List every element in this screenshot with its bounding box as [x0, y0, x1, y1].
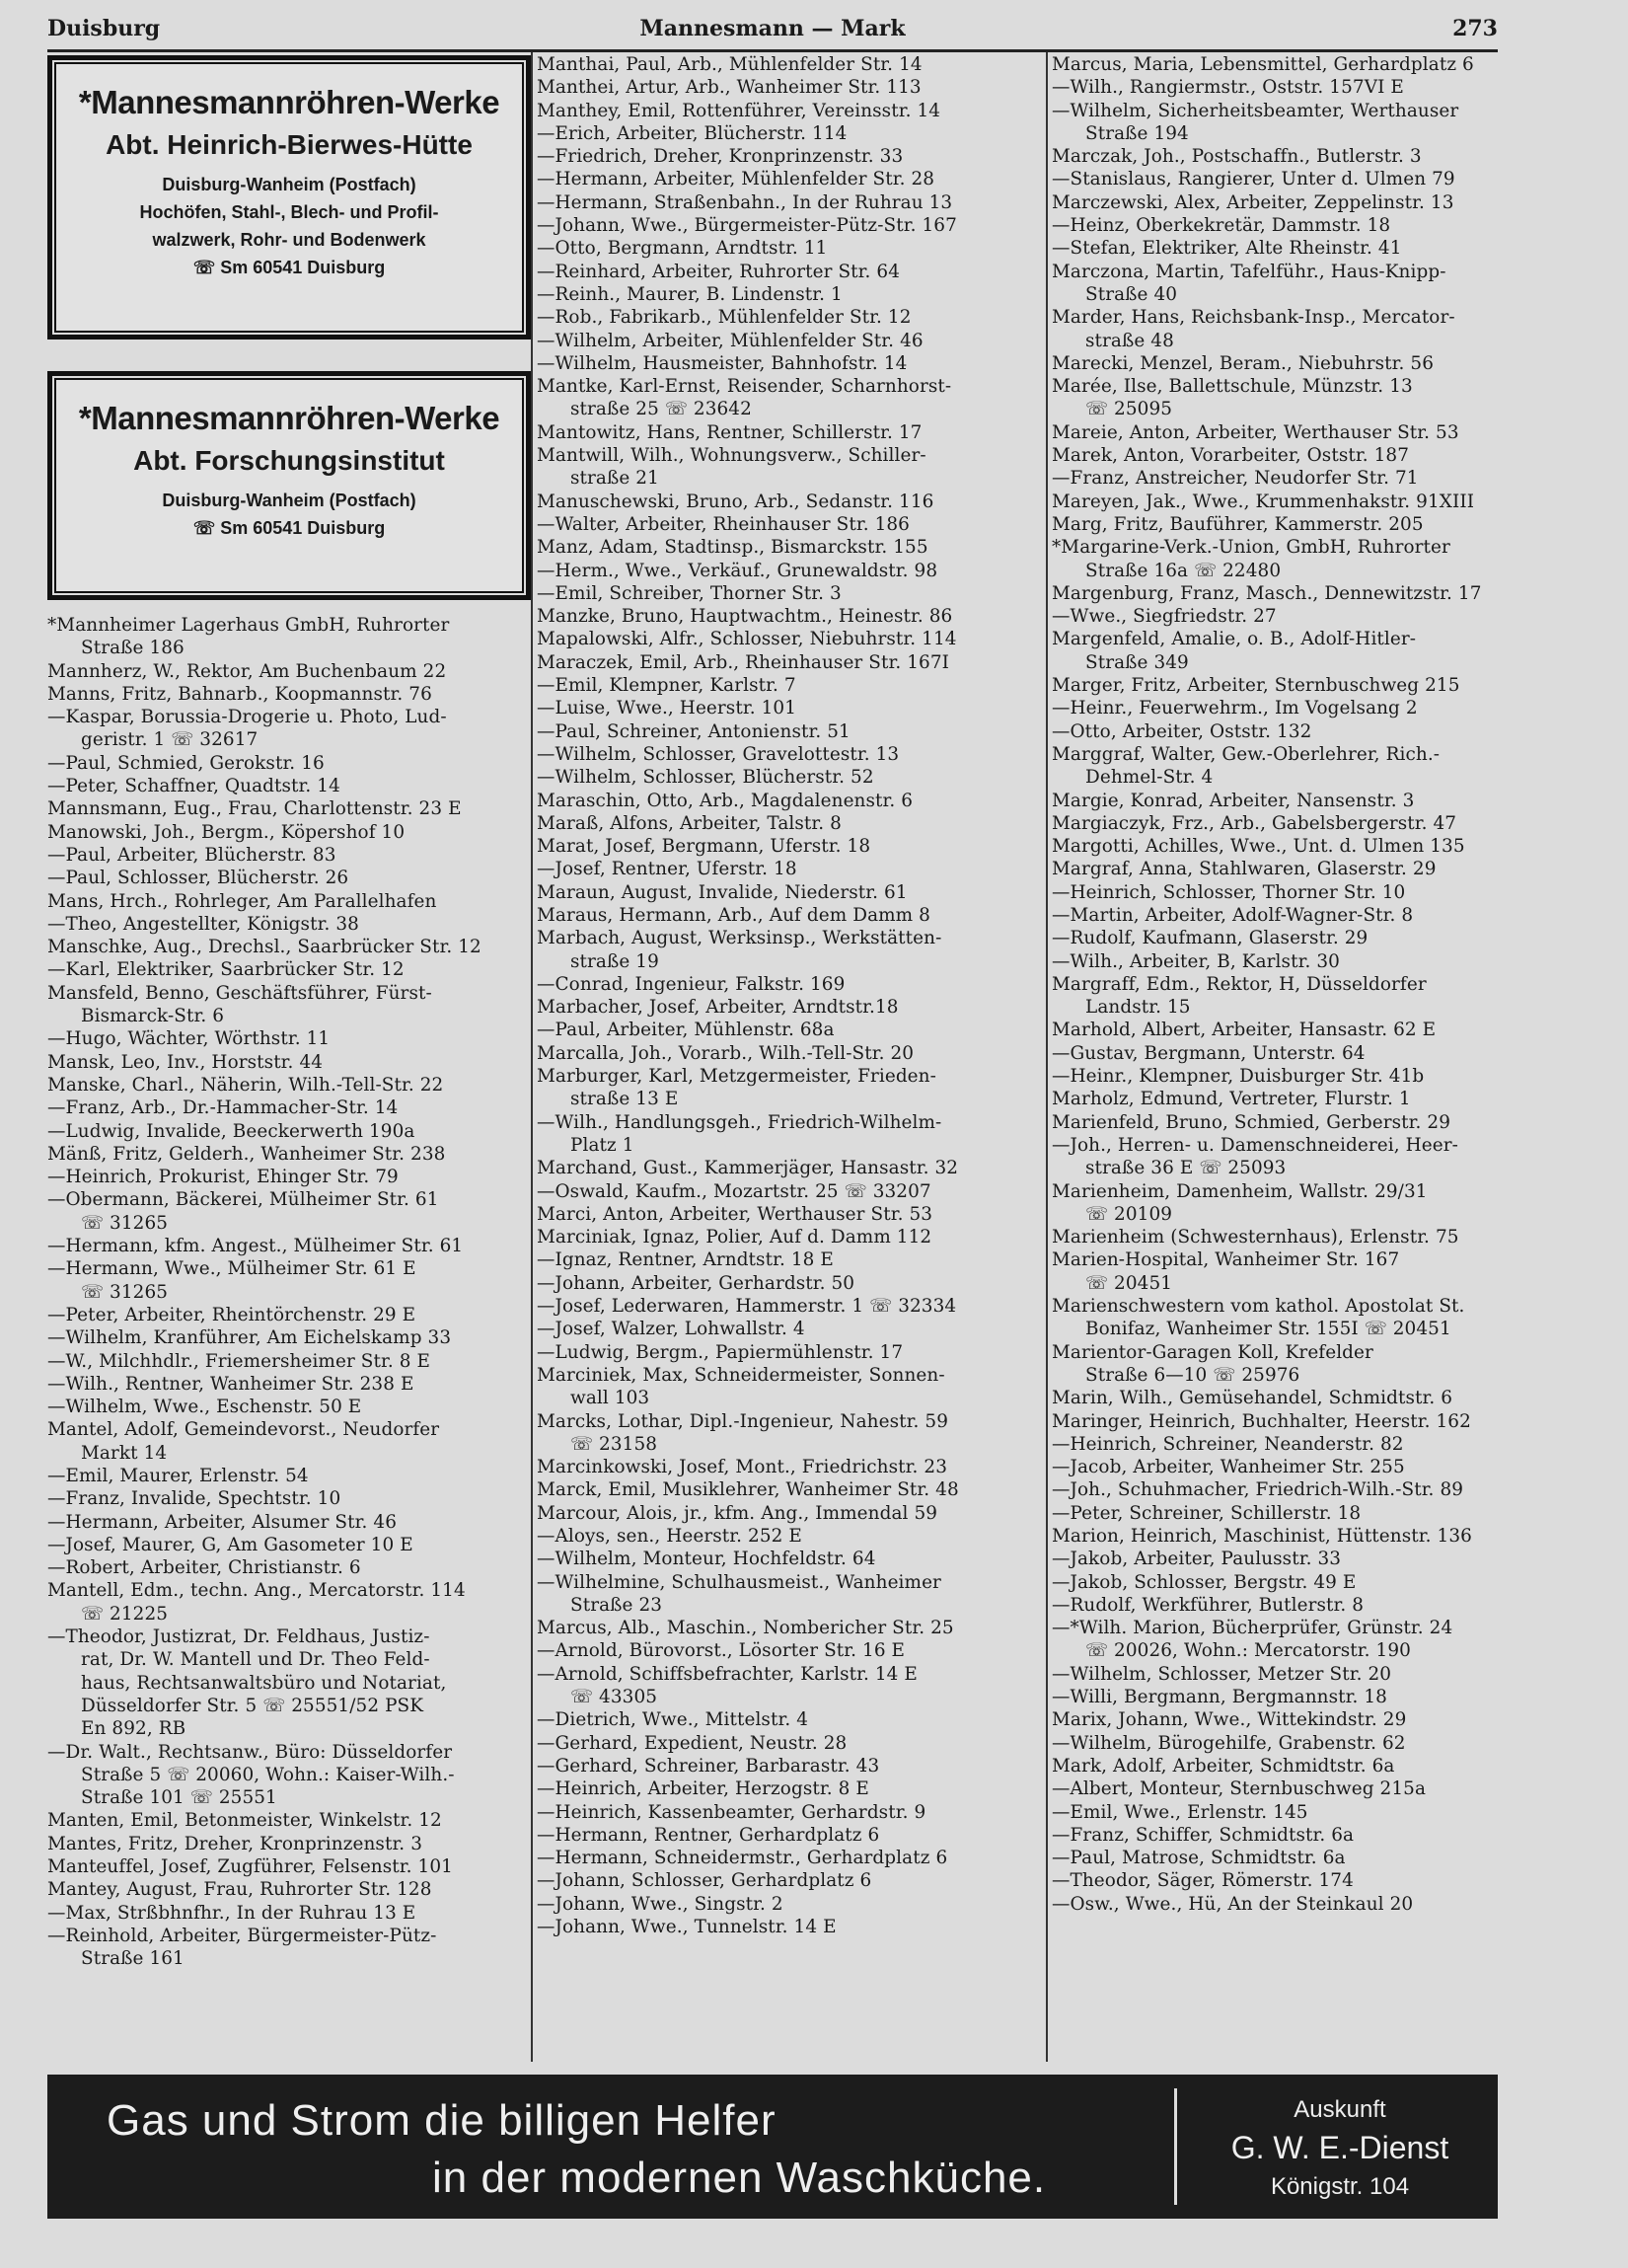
directory-entry-line: —Paul, Arbeiter, Mühlenstr. 68a: [537, 1020, 835, 1041]
directory-entry-line: —Heinrich, Schlosser, Thorner Str. 10: [1052, 881, 1406, 903]
banner-divider: [1174, 2088, 1177, 2205]
directory-entry-line: —Franz, Arb., Dr.-Hammacher-Str. 14: [47, 1097, 399, 1119]
directory-entry-line: —Hermann, Arbeiter, Mühlenfelder Str. 28: [537, 169, 935, 190]
directory-entry-line: Marczak, Joh., Postschaffn., Butlerstr. 3: [1052, 146, 1422, 168]
directory-entry-line: Marcks, Lothar, Dipl.-Ingenieur, Nahestr. 59: [537, 1410, 949, 1432]
directory-entry-line: —Heinrich, Schreiner, Neanderstr. 82: [1052, 1433, 1404, 1455]
directory-entry-line: Maraczek, Emil, Arb., Rheinhauser Str. 167I: [537, 651, 949, 673]
directory-entry-line: —Josef, Lederwaren, Hammerstr. 1 ☏ 32334: [537, 1296, 957, 1318]
directory-entry-line: —Rob., Fabrikarb., Mühlenfelder Str. 12: [537, 307, 912, 329]
directory-entry-line: ☏ 21225: [81, 1603, 169, 1625]
directory-entry-line: straße 13 E: [570, 1089, 679, 1110]
directory-entry-line: geristr. 1 ☏ 32617: [81, 729, 259, 751]
directory-entry-line: Marecki, Menzel, Beram., Niebuhrstr. 56: [1052, 352, 1435, 374]
directory-entry-line: Straße 186: [81, 638, 185, 659]
ad-line: ☏ Sm 60541 Duisburg: [192, 518, 386, 538]
directory-entry-line: Mark, Adolf, Arbeiter, Schmidtstr. 6a: [1052, 1755, 1395, 1777]
directory-entry-line: Margenburg, Franz, Masch., Dennewitzstr. 17: [1052, 582, 1482, 604]
directory-entry-line: Maraus, Hermann, Arb., Auf dem Damm 8: [537, 904, 930, 926]
directory-entry-line: —Paul, Schreiner, Antonienstr. 51: [537, 720, 851, 742]
directory-entry-line: Mänß, Fritz, Gelderh., Wanheimer Str. 238: [47, 1143, 446, 1165]
directory-entry-line: haus, Rechtsanwaltsbüro und Notariat,: [81, 1672, 447, 1694]
directory-entry-line: ☏ 31265: [81, 1281, 169, 1303]
banner-service-name: G. W. E.-Dienst: [1230, 2130, 1449, 2165]
header-rule: [47, 49, 1498, 52]
directory-entry-line: Manowski, Joh., Bergm., Köpershof 10: [47, 821, 406, 843]
header-city: Duisburg: [47, 16, 161, 41]
directory-entry-line: —Johann, Arbeiter, Gerhardstr. 50: [537, 1272, 855, 1294]
directory-entry-line: —Theodor, Justizrat, Dr. Feldhaus, Justiz-: [47, 1626, 430, 1648]
directory-entry-line: —Paul, Matrose, Schmidtstr. 6a: [1052, 1848, 1346, 1869]
directory-entry-line: Marholz, Edmund, Vertreter, Flurstr. 1: [1052, 1089, 1411, 1110]
directory-entry-line: straße 25 ☏ 23642: [570, 399, 752, 420]
directory-entry-line: —Johann, Wwe., Tunnelstr. 14 E: [537, 1917, 837, 1938]
directory-entry-line: Mantey, August, Frau, Ruhrorter Str. 128: [47, 1879, 432, 1901]
directory-entry-line: Marciniak, Ignaz, Polier, Auf d. Damm 112: [537, 1227, 932, 1248]
directory-entry-line: —Dietrich, Wwe., Mittelstr. 4: [537, 1709, 809, 1731]
directory-entry-line: Markt 14: [81, 1442, 168, 1464]
directory-entry-line: —Wwe., Siegfriedstr. 27: [1052, 606, 1277, 628]
directory-entry-line: Marggraf, Walter, Gew.-Oberlehrer, Rich.-: [1052, 743, 1441, 765]
directory-entry-line: Mareyen, Jak., Wwe., Krummenhakstr. 91XIII: [1052, 491, 1475, 512]
directory-entry-line: Manske, Charl., Näherin, Wilh.-Tell-Str. 22: [47, 1074, 444, 1096]
directory-entry-line: Düsseldorfer Str. 5 ☏ 25551/52 PSK: [81, 1695, 424, 1716]
directory-entry-line: —W., Milchhdlr., Friemersheimer Str. 8 E: [47, 1350, 431, 1372]
directory-entry-line: Mantwill, Wilh., Wohnungsverw., Schiller-: [537, 445, 926, 467]
directory-entry-line: ☏ 20451: [1085, 1272, 1173, 1294]
page-number: 273: [1452, 16, 1498, 41]
ad-line: Duisburg-Wanheim (Postfach): [162, 175, 416, 194]
directory-entry-line: Marcinkowski, Josef, Mont., Friedrichstr. 23: [537, 1457, 948, 1478]
directory-entry-line: Margotti, Achilles, Wwe., Unt. d. Ulmen 135: [1052, 836, 1465, 858]
directory-entry-line: Maringer, Heinrich, Buchhalter, Heerstr. 162: [1052, 1410, 1471, 1432]
directory-entry-line: —Wilhelm, Schlosser, Gravelottestr. 13: [537, 743, 900, 765]
directory-entry-line: —Otto, Arbeiter, Oststr. 132: [1052, 720, 1312, 742]
directory-entry-line: —Wilhelm, Monteur, Hochfeldstr. 64: [537, 1549, 876, 1570]
directory-entry-line: —Franz, Invalide, Spechtstr. 10: [47, 1488, 341, 1510]
directory-entry-line: ☏ 20026, Wohn.: Mercatorstr. 190: [1085, 1640, 1411, 1662]
ad-forschungsinstitut: [47, 371, 531, 600]
banner-address: Königstr. 104: [1270, 2173, 1410, 2200]
directory-entry-line: —Wilh., Rentner, Wanheimer Str. 238 E: [47, 1373, 414, 1395]
directory-entry-line: Landstr. 15: [1085, 997, 1191, 1019]
directory-entry-line: —Arnold, Bürovorst., Lösorter Str. 16 E: [537, 1640, 906, 1662]
directory-entry-line: Marciniek, Max, Schneidermeister, Sonnen-: [537, 1364, 945, 1386]
directory-entry-line: Mans, Hrch., Rohrleger, Am Parallelhafen: [47, 890, 437, 912]
directory-entry-line: rat, Dr. W. Mantell und Dr. Theo Feld-: [81, 1649, 430, 1671]
directory-entry-line: Mapalowski, Alfr., Schlosser, Niebuhrstr. 114: [537, 629, 957, 650]
directory-entry-line: Marder, Hans, Reichsbank-Insp., Mercator-: [1052, 307, 1455, 329]
directory-entry-line: Marienschwestern vom kathol. Apostolat St.: [1052, 1296, 1465, 1318]
directory-entry-line: Straße 194: [1085, 122, 1189, 144]
directory-entry-line: —Conrad, Ingenieur, Falkstr. 169: [537, 973, 846, 995]
directory-entry-line: —Friedrich, Dreher, Kronprinzenstr. 33: [537, 146, 904, 168]
directory-entry-line: —Heinr., Feuerwehrm., Im Vogelsang 2: [1052, 698, 1418, 719]
directory-entry-line: —Paul, Schmied, Gerokstr. 16: [47, 752, 325, 774]
directory-entry-line: Marek, Anton, Vorarbeiter, Oststr. 187: [1052, 445, 1410, 467]
directory-entry-line: ☏ 31265: [81, 1212, 169, 1234]
directory-entry-line: —Joh., Schuhmacher, Friedrich-Wilh.-Str. 89: [1052, 1479, 1464, 1501]
directory-entry-line: —Reinhold, Arbeiter, Bürgermeister-Pütz-: [47, 1925, 437, 1946]
directory-entry-line: —Wilhelm, Wwe., Eschenstr. 50 E: [47, 1397, 362, 1418]
directory-entry-line: —Franz, Anstreicher, Neudorfer Str. 71: [1052, 468, 1419, 490]
directory-entry-line: —Joh., Herren- u. Damenschneiderei, Heer-: [1052, 1134, 1458, 1156]
directory-entry-line: Straße 5 ☏ 20060, Wohn.: Kaiser-Wilh.-: [81, 1764, 455, 1785]
ad-line: ☏ Sm 60541 Duisburg: [192, 258, 386, 277]
directory-entry-line: —Kaspar, Borussia-Drogerie u. Photo, Lud-: [47, 707, 447, 728]
directory-entry-line: —Wilhelm, Schlosser, Metzer Str. 20: [1052, 1663, 1392, 1685]
directory-entry-line: straße 19: [570, 950, 659, 972]
banner-info-label: Auskunft: [1294, 2096, 1386, 2123]
directory-entry-line: —Jakob, Schlosser, Bergstr. 49 E: [1052, 1571, 1357, 1593]
directory-entry-line: —Robert, Arbeiter, Christianstr. 6: [47, 1557, 361, 1579]
directory-entry-line: *Mannheimer Lagerhaus GmbH, Ruhrorter: [47, 615, 450, 636]
directory-entry-line: Mantke, Karl-Ernst, Reisender, Scharnhorst-: [537, 376, 952, 398]
directory-entry-line: Mantes, Fritz, Dreher, Kronprinzenstr. 3: [47, 1833, 422, 1854]
column-3-entries: [1052, 53, 1516, 1916]
directory-entry-line: —Josef, Maurer, G, Am Gasometer 10 E: [47, 1534, 413, 1555]
directory-entry-line: —Theodor, Säger, Römerstr. 174: [1052, 1870, 1354, 1892]
directory-entry-line: —Willi, Bergmann, Bergmannstr. 18: [1052, 1687, 1387, 1708]
directory-entry-line: —Peter, Schaffner, Quadtstr. 14: [47, 776, 340, 797]
directory-entry-line: Marci, Anton, Arbeiter, Werthauser Str. 53: [537, 1203, 933, 1225]
directory-entry-line: Margraff, Edm., Rektor, H, Düsseldorfer: [1052, 973, 1427, 995]
directory-entry-line: straße 48: [1085, 330, 1174, 351]
directory-entry-line: —Stanislaus, Rangierer, Unter d. Ulmen 79: [1052, 169, 1455, 190]
directory-entry-line: —Wilhelm, Hausmeister, Bahnhofstr. 14: [537, 352, 908, 374]
directory-entry-line: —Johann, Schlosser, Gerhardplatz 6: [537, 1870, 872, 1892]
directory-entry-line: —Hermann, Schneidermstr., Gerhardplatz 6: [537, 1848, 948, 1869]
directory-entry-line: Manten, Emil, Betonmeister, Winkelstr. 12: [47, 1810, 442, 1832]
ad-heinrich-bierwes-huette: [47, 55, 531, 340]
directory-entry-line: —Hermann, Rentner, Gerhardplatz 6: [537, 1824, 880, 1846]
directory-entry-line: Mansk, Leo, Inv., Horststr. 44: [47, 1051, 324, 1073]
directory-entry-line: —Rudolf, Kaufmann, Glaserstr. 29: [1052, 928, 1369, 949]
directory-entry-line: Mansfeld, Benno, Geschäftsführer, Fürst-: [47, 982, 432, 1004]
directory-entry-line: Marbacher, Josef, Arbeiter, Arndtstr.18: [537, 997, 899, 1019]
directory-entry-line: Manthai, Paul, Arb., Mühlenfelder Str. 14: [537, 54, 923, 75]
directory-entry-line: wall 103: [570, 1388, 650, 1409]
directory-entry-line: Marienfeld, Bruno, Schmied, Gerberstr. 29: [1052, 1111, 1451, 1133]
directory-entry-line: Straße 16a ☏ 22480: [1085, 560, 1282, 581]
directory-entry-line: Marchand, Gust., Kammerjäger, Hansastr. 32: [537, 1158, 959, 1179]
directory-entry-line: Marczewski, Alex, Arbeiter, Zeppelinstr. 13: [1052, 191, 1454, 213]
directory-entry-line: Marcus, Alb., Maschin., Nombericher Str. 25: [537, 1618, 954, 1639]
directory-entry-line: —Martin, Arbeiter, Adolf-Wagner-Str. 8: [1052, 904, 1414, 926]
directory-entry-line: —Theo, Angestellter, Königstr. 38: [47, 913, 359, 935]
directory-entry-line: Manthei, Artur, Arb., Wanheimer Str. 113: [537, 77, 922, 99]
ad-subtitle: Abt. Heinrich-Bierwes-Hütte: [106, 129, 473, 160]
ad-lines: [52, 171, 526, 281]
directory-entry-line: Manz, Adam, Stadtinsp., Bismarckstr. 155: [537, 537, 928, 559]
directory-entry-line: —Osw., Wwe., Hü, An der Steinkaul 20: [1052, 1893, 1414, 1915]
directory-entry-line: Marbach, August, Werksinsp., Werkstätten-: [537, 928, 942, 949]
directory-entry-line: Mantel, Adolf, Gemeindevorst., Neudorfer: [47, 1419, 440, 1441]
ad-line: Duisburg-Wanheim (Postfach): [162, 491, 416, 510]
directory-entry-line: Mantowitz, Hans, Rentner, Schillerstr. 17: [537, 421, 923, 443]
directory-entry-line: Marcus, Maria, Lebensmittel, Gerhardplatz 6: [1052, 54, 1474, 75]
directory-entry-line: Maraß, Alfons, Arbeiter, Talstr. 8: [537, 812, 842, 834]
directory-entry-line: Marion, Heinrich, Maschinist, Hüttenstr. 136: [1052, 1526, 1472, 1547]
directory-entry-line: Straße 161: [81, 1948, 185, 1970]
directory-entry-line: Marienheim, Damenheim, Wallstr. 29/31: [1052, 1180, 1428, 1202]
directory-entry-line: *Margarine-Verk.-Union, GmbH, Ruhrorter: [1052, 537, 1450, 559]
directory-entry-line: Marczona, Martin, Tafelführ., Haus-Knipp-: [1052, 261, 1446, 282]
directory-entry-line: Margie, Konrad, Arbeiter, Nansenstr. 3: [1052, 790, 1415, 811]
directory-entry-line: —Jacob, Arbeiter, Wanheimer Str. 255: [1052, 1457, 1405, 1478]
directory-entry-line: Straße 349: [1085, 651, 1189, 673]
directory-entry-line: —Heinz, Oberkekretär, Dammstr. 18: [1052, 215, 1391, 237]
directory-entry-line: Platz 1: [570, 1134, 634, 1156]
directory-entry-line: Manthey, Emil, Rottenführer, Vereinsstr. 14: [537, 100, 941, 121]
directory-entry-line: —Wilh., Rangiermstr., Oststr. 157VI E: [1052, 77, 1404, 99]
directory-entry-line: Marck, Emil, Musiklehrer, Wanheimer Str. 48: [537, 1479, 959, 1501]
directory-entry-line: Marcalla, Joh., Vorarb., Wilh.-Tell-Str. 20: [537, 1042, 915, 1064]
ad-line: Hochöfen, Stahl-, Blech- und Profil-: [139, 202, 439, 222]
directory-entry-line: —Hermann, kfm. Angest., Mülheimer Str. 61: [47, 1236, 464, 1257]
header-range: Mannesmann — Mark: [639, 16, 906, 41]
directory-entry-line: Dehmel-Str. 4: [1085, 767, 1214, 789]
directory-entry-line: —Hermann, Straßenbahn., In der Ruhrau 13: [537, 191, 953, 213]
directory-entry-line: —Jakob, Arbeiter, Paulusstr. 33: [1052, 1549, 1342, 1570]
directory-entry-line: —Johann, Wwe., Singstr. 2: [537, 1893, 783, 1915]
directory-entry-line: Margraf, Anna, Stahlwaren, Glaserstr. 29: [1052, 859, 1437, 880]
directory-entry-line: Manzke, Bruno, Hauptwachtm., Heinestr. 86: [537, 606, 953, 628]
directory-entry-line: —Herm., Wwe., Verkäuf., Grunewaldstr. 98: [537, 560, 938, 581]
column-2-entries: [537, 53, 1042, 1938]
directory-entry-line: —Wilh., Handlungsgeh., Friedrich-Wilhelm-: [537, 1111, 942, 1133]
directory-entry-line: —Aloys, sen., Heerstr. 252 E: [537, 1526, 802, 1547]
ad-title: *Mannesmannröhren-Werke: [78, 400, 500, 436]
directory-entry-line: —Wilhelm, Kranführer, Am Eichelskamp 33: [47, 1327, 452, 1349]
directory-entry-line: Manteuffel, Josef, Zugführer, Felsenstr. 101: [47, 1856, 453, 1878]
directory-entry-line: —Gerhard, Expedient, Neustr. 28: [537, 1732, 848, 1754]
directory-entry-line: —Wilh., Arbeiter, B, Karlstr. 30: [1052, 950, 1340, 972]
directory-entry-line: —Ludwig, Invalide, Beeckerwerth 190a: [47, 1120, 415, 1142]
banner-line-2: in der modernen Waschküche.: [432, 2154, 1047, 2202]
directory-entry-line: En 892, RB: [81, 1718, 186, 1740]
directory-entry-line: —Ludwig, Bergm., Papiermühlenstr. 17: [537, 1341, 904, 1363]
directory-entry-line: Marcour, Alois, jr., kfm. Ang., Immendal 59: [537, 1502, 938, 1524]
directory-entry-line: Bismarck-Str. 6: [81, 1006, 225, 1027]
directory-entry-line: straße 21: [570, 468, 659, 490]
directory-entry-line: Bonifaz, Wanheimer Str. 155I ☏ 20451: [1085, 1319, 1451, 1340]
ad-lines: [52, 487, 526, 542]
column-1-entries: [47, 614, 525, 1971]
directory-entry-line: —Josef, Walzer, Lohwallstr. 4: [537, 1319, 805, 1340]
directory-entry-line: —Emil, Wwe., Erlenstr. 145: [1052, 1801, 1308, 1823]
directory-entry-line: —Reinh., Maurer, B. Lindenstr. 1: [537, 283, 843, 305]
directory-entry-line: —Heinrich, Kassenbeamter, Gerhardstr. 9: [537, 1801, 926, 1823]
ad-subtitle: Abt. Forschungsinstitut: [133, 445, 445, 476]
directory-entry-line: Maraun, August, Invalide, Niederstr. 61: [537, 881, 908, 903]
directory-entry-line: —Walter, Arbeiter, Rheinhauser Str. 186: [537, 513, 910, 535]
directory-entry-line: Marien-Hospital, Wanheimer Str. 167: [1052, 1249, 1400, 1271]
directory-entry-line: —Dr. Walt., Rechtsanw., Büro: Düsseldorfer: [47, 1741, 453, 1763]
directory-entry-line: —Oswald, Kaufm., Mozartstr. 25 ☏ 33207: [537, 1180, 931, 1202]
directory-entry-line: —Paul, Schlosser, Blücherstr. 26: [47, 868, 349, 889]
directory-entry-line: —Wilhelm, Arbeiter, Mühlenfelder Str. 46: [537, 330, 924, 351]
directory-entry-line: —Emil, Schreiber, Thorner Str. 3: [537, 582, 842, 604]
directory-entry-line: Marg, Fritz, Bauführer, Kammerstr. 205: [1052, 513, 1424, 535]
directory-entry-line: Straße 101 ☏ 25551: [81, 1787, 277, 1809]
directory-entry-line: —Franz, Schiffer, Schmidtstr. 6a: [1052, 1824, 1355, 1846]
advertisement-banner: [47, 2075, 1498, 2219]
column-rule-1: [531, 52, 533, 2062]
directory-entry-line: —Erich, Arbeiter, Blücherstr. 114: [537, 122, 848, 144]
directory-entry-line: ☏ 23158: [570, 1433, 658, 1455]
directory-entry-line: —Heinr., Klempner, Duisburger Str. 41b: [1052, 1066, 1425, 1088]
page-header: [47, 10, 1498, 45]
directory-entry-line: —Hugo, Wächter, Wörthstr. 11: [47, 1028, 331, 1050]
directory-entry-line: —Ignaz, Rentner, Arndtstr. 18 E: [537, 1249, 834, 1271]
directory-entry-line: —Gerhard, Schreiner, Barbarastr. 43: [537, 1755, 880, 1777]
directory-entry-line: Marger, Fritz, Arbeiter, Sternbuschweg 215: [1052, 675, 1460, 697]
directory-entry-line: —Luise, Wwe., Heerstr. 101: [537, 698, 796, 719]
directory-entry-line: —Wilhelmine, Schulhausmeist., Wanheimer: [537, 1571, 941, 1593]
directory-entry-line: —Max, Strßbhnfhr., In der Ruhrau 13 E: [47, 1902, 416, 1924]
directory-entry-line: —Peter, Arbeiter, Rheintörchenstr. 29 E: [47, 1304, 416, 1325]
directory-entry-line: —Stefan, Elektriker, Alte Rheinstr. 41: [1052, 238, 1402, 260]
directory-entry-line: Straße 6—10 ☏ 25976: [1085, 1364, 1300, 1386]
directory-entry-line: —Otto, Bergmann, Arndtstr. 11: [537, 238, 828, 260]
directory-entry-line: Marat, Josef, Bergmann, Uferstr. 18: [537, 836, 871, 858]
directory-entry-line: —Wilhelm, Schlosser, Blücherstr. 52: [537, 767, 874, 789]
directory-entry-line: Mareie, Anton, Arbeiter, Werthauser Str. 53: [1052, 421, 1459, 443]
directory-entry-line: —Paul, Arbeiter, Blücherstr. 83: [47, 844, 336, 866]
directory-entry-line: —Emil, Maurer, Erlenstr. 54: [47, 1465, 309, 1486]
directory-entry-line: —Heinrich, Arbeiter, Herzogstr. 8 E: [537, 1778, 869, 1800]
directory-entry-line: —Obermann, Bäckerei, Mülheimer Str. 61: [47, 1189, 439, 1211]
directory-entry-line: ☏ 43305: [570, 1687, 658, 1708]
directory-entry-line: Mannsmann, Eug., Frau, Charlottenstr. 23 E: [47, 798, 462, 820]
column-rule-2: [1046, 52, 1048, 2062]
directory-entry-line: Marientor-Garagen Koll, Krefelder: [1052, 1341, 1373, 1363]
directory-entry-line: —Karl, Elektriker, Saarbrücker Str. 12: [47, 959, 405, 981]
directory-entry-line: Manschke, Aug., Drechsl., Saarbrücker Str. 12: [47, 937, 481, 958]
directory-entry-line: —Hermann, Wwe., Mülheimer Str. 61 E: [47, 1258, 416, 1280]
directory-entry-line: —Arnold, Schiffsbefrachter, Karlstr. 14 E: [537, 1663, 918, 1685]
directory-entry-line: Marienheim (Schwesternhaus), Erlenstr. 75: [1052, 1227, 1459, 1248]
directory-entry-line: Straße 23: [570, 1594, 663, 1616]
directory-entry-line: Marée, Ilse, Ballettschule, Münzstr. 13: [1052, 376, 1413, 398]
directory-entry-line: Mantell, Edm., techn. Ang., Mercatorstr. 114: [47, 1580, 466, 1602]
directory-entry-line: —Josef, Rentner, Uferstr. 18: [537, 859, 797, 880]
directory-entry-line: ☏ 20109: [1085, 1203, 1173, 1225]
directory-entry-line: —Wilhelm, Bürogehilfe, Grabenstr. 62: [1052, 1732, 1406, 1754]
directory-entry-line: Straße 40: [1085, 283, 1178, 305]
directory-entry-line: straße 36 E ☏ 25093: [1085, 1158, 1287, 1179]
directory-entry-line: —Heinrich, Prokurist, Ehinger Str. 79: [47, 1167, 399, 1188]
directory-entry-line: —Peter, Schreiner, Schillerstr. 18: [1052, 1502, 1362, 1524]
directory-entry-line: Maraschin, Otto, Arb., Magdalenenstr. 6: [537, 790, 914, 811]
directory-entry-line: —Albert, Monteur, Sternbuschweg 215a: [1052, 1778, 1427, 1800]
directory-entry-line: —Reinhard, Arbeiter, Ruhrorter Str. 64: [537, 261, 901, 282]
directory-entry-line: Marhold, Albert, Arbeiter, Hansastr. 62 E: [1052, 1020, 1437, 1041]
directory-entry-line: Marburger, Karl, Metzgermeister, Frieden-: [537, 1066, 936, 1088]
directory-entry-line: —Johann, Wwe., Bürgermeister-Pütz-Str. 167: [537, 215, 957, 237]
directory-entry-line: —Wilhelm, Sicherheitsbeamter, Werthauser: [1052, 100, 1459, 121]
directory-entry-line: —*Wilh. Marion, Bücherprüfer, Grünstr. 24: [1052, 1618, 1453, 1639]
directory-entry-line: ☏ 25095: [1085, 399, 1173, 420]
directory-entry-line: —Emil, Klempner, Karlstr. 7: [537, 675, 796, 697]
directory-entry-line: Margenfeld, Amalie, o. B., Adolf-Hitler-: [1052, 629, 1417, 650]
directory-entry-line: Margiaczyk, Frz., Arb., Gabelsbergerstr. 47: [1052, 812, 1457, 834]
directory-entry-line: Mannherz, W., Rektor, Am Buchenbaum 22: [47, 660, 447, 682]
directory-entry-line: Manns, Fritz, Bahnarb., Koopmannstr. 76: [47, 683, 432, 705]
banner-line-1: Gas und Strom die billigen Helfer: [107, 2096, 777, 2145]
directory-entry-line: —Rudolf, Werkführer, Butlerstr. 8: [1052, 1594, 1365, 1616]
ad-title: *Mannesmannröhren-Werke: [78, 84, 500, 120]
directory-entry-line: Marix, Johann, Wwe., Wittekindstr. 29: [1052, 1709, 1407, 1731]
ad-line: walzwerk, Rohr- und Bodenwerk: [152, 230, 426, 250]
directory-entry-line: —Hermann, Arbeiter, Alsumer Str. 46: [47, 1511, 397, 1533]
directory-entry-line: —Gustav, Bergmann, Unterstr. 64: [1052, 1042, 1366, 1064]
directory-entry-line: Marin, Wilh., Gemüsehandel, Schmidtstr. 6: [1052, 1388, 1453, 1409]
directory-entry-line: Manuschewski, Bruno, Arb., Sedanstr. 116: [537, 491, 934, 512]
